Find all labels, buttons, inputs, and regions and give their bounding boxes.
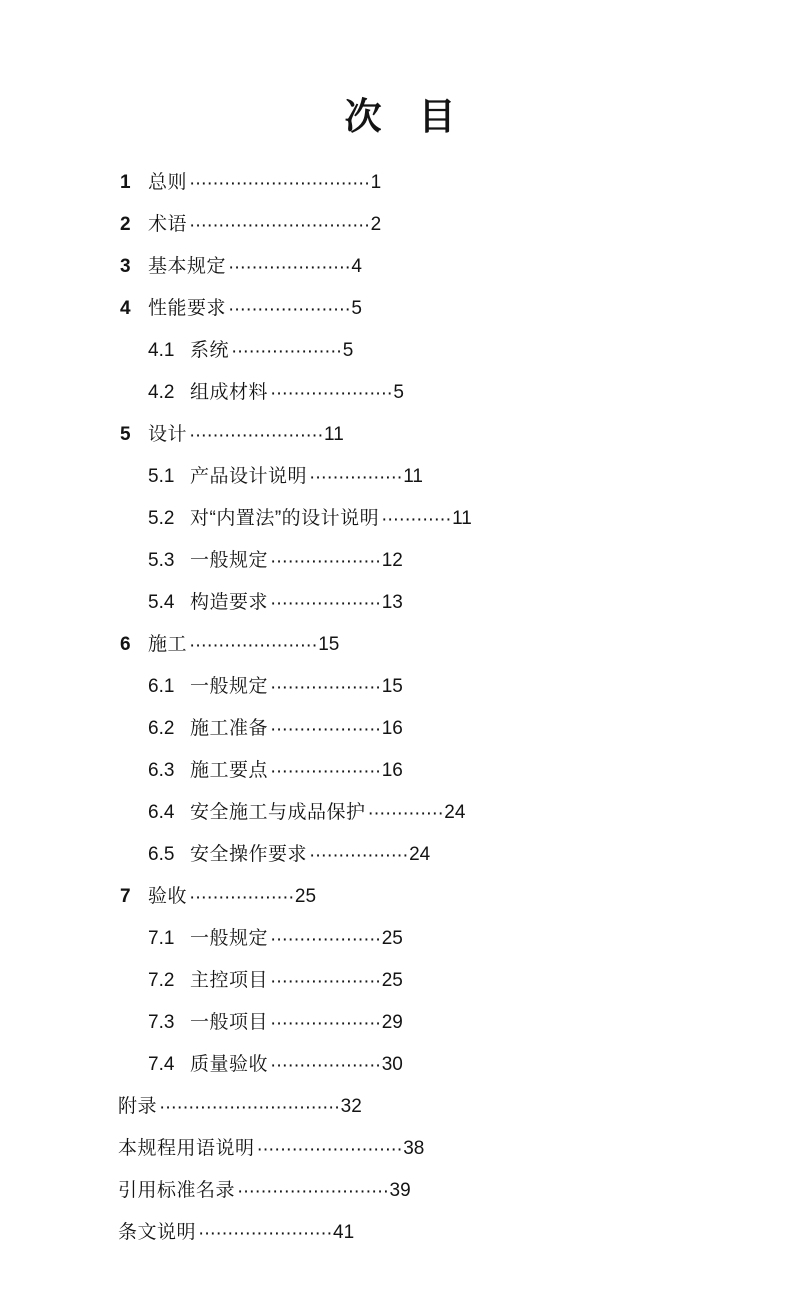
toc-entry-number: 1 xyxy=(120,172,131,193)
toc-page-number: 4 xyxy=(351,256,362,277)
toc-page-number: 15 xyxy=(381,676,403,697)
toc-page-number: 25 xyxy=(381,928,403,949)
toc-page-number: 25 xyxy=(294,886,317,907)
toc-entry xyxy=(0,1170,800,1212)
toc-entry xyxy=(0,960,800,1002)
toc-leader-dots: ························· xyxy=(256,1139,403,1160)
toc-page-number: 13 xyxy=(381,592,403,613)
toc-leader-dots: ············· xyxy=(367,803,444,824)
toc-page-number: 24 xyxy=(409,844,431,865)
toc-entry-number: 2 xyxy=(120,214,131,235)
toc-entry-number: 5.3 xyxy=(148,550,175,571)
document-title: 次 目 xyxy=(344,96,456,137)
toc-leader-dots: ··················· xyxy=(270,677,381,698)
toc-entry-number: 3 xyxy=(120,256,131,277)
toc-entry xyxy=(0,876,800,918)
toc-leader-dots: ················ xyxy=(309,467,403,488)
toc-entry-title: 一般规定 xyxy=(190,676,269,697)
toc-page-number: 5 xyxy=(351,298,362,319)
toc-page-number: 11 xyxy=(452,508,472,529)
toc-entry xyxy=(0,918,800,960)
toc-entry-number: 7.2 xyxy=(148,970,175,991)
toc-entry-title: 验收 xyxy=(148,886,188,907)
toc-entry xyxy=(0,708,800,750)
toc-page-number: 41 xyxy=(333,1222,355,1243)
toc-entry xyxy=(0,372,800,414)
toc-entry xyxy=(0,1002,800,1044)
toc-entry-number: 4 xyxy=(120,298,131,319)
toc-leader-dots: ··················· xyxy=(270,1013,381,1034)
toc-page-number: 15 xyxy=(318,634,340,655)
toc-leader-dots: ······················ xyxy=(189,635,318,656)
toc-leader-dots: ·························· xyxy=(237,1181,389,1202)
toc-leader-dots: ······························· xyxy=(159,1097,340,1118)
toc-page-number: 12 xyxy=(381,550,403,571)
toc-page-number: 32 xyxy=(340,1096,362,1117)
toc-leader-dots: ······················· xyxy=(198,1223,333,1244)
toc-entry-number: 5.1 xyxy=(148,466,175,487)
toc-page-number: 29 xyxy=(381,1012,403,1033)
toc-entry xyxy=(0,288,800,330)
toc-entry-number: 6.4 xyxy=(148,802,175,823)
table-of-contents xyxy=(0,162,800,1254)
toc-page-number: 5 xyxy=(342,340,354,361)
toc-leader-dots: ······························· xyxy=(189,173,370,194)
toc-entry-number: 7.4 xyxy=(148,1054,175,1075)
toc-page-number: 39 xyxy=(389,1180,411,1201)
toc-leader-dots: ··················· xyxy=(270,551,381,572)
toc-entry-title: 产品设计说明 xyxy=(190,466,308,487)
toc-leader-dots: ··················· xyxy=(270,761,381,782)
toc-leader-dots: ··················· xyxy=(270,1055,381,1076)
toc-entry-title: 一般项目 xyxy=(190,1012,269,1033)
toc-page-number: 11 xyxy=(403,466,423,487)
toc-leader-dots: ······························· xyxy=(189,215,370,236)
toc-entry xyxy=(0,204,800,246)
toc-entry xyxy=(0,666,800,708)
toc-entry-number: 7.3 xyxy=(148,1012,175,1033)
toc-entry-title: 施工要点 xyxy=(190,760,269,781)
toc-entry xyxy=(0,540,800,582)
toc-entry-title: 条文说明 xyxy=(118,1222,197,1243)
toc-leader-dots: ··················· xyxy=(270,971,381,992)
toc-entry-title: 术语 xyxy=(148,214,188,235)
toc-entry-title: 基本规定 xyxy=(148,256,227,277)
toc-entry xyxy=(0,414,800,456)
toc-leader-dots: ····················· xyxy=(228,299,351,320)
toc-entry-title: 性能要求 xyxy=(148,298,227,319)
toc-entry-number: 5.2 xyxy=(148,508,175,529)
toc-leader-dots: ····················· xyxy=(270,383,393,404)
toc-page-number: 25 xyxy=(381,970,403,991)
toc-leader-dots: ····················· xyxy=(228,257,351,278)
toc-entry xyxy=(0,792,800,834)
toc-entry xyxy=(0,1086,800,1128)
toc-leader-dots: ············ xyxy=(381,509,452,530)
toc-page-number: 11 xyxy=(324,424,344,445)
toc-leader-dots: ··················· xyxy=(270,593,381,614)
toc-entry xyxy=(0,1044,800,1086)
toc-entry xyxy=(0,1128,800,1170)
toc-entry xyxy=(0,330,800,372)
toc-entry-number: 6 xyxy=(120,634,131,655)
toc-entry xyxy=(0,750,800,792)
toc-entry-title: 安全施工与成品保护 xyxy=(190,802,366,823)
toc-entry-number: 5 xyxy=(120,424,131,445)
toc-entry-title: 本规程用语说明 xyxy=(118,1138,255,1159)
toc-entry xyxy=(0,246,800,288)
toc-page-number: 38 xyxy=(403,1138,425,1159)
toc-entry-number: 6.1 xyxy=(148,676,175,697)
toc-entry-title: 安全操作要求 xyxy=(190,844,308,865)
toc-entry xyxy=(0,498,800,540)
toc-leader-dots: ·················· xyxy=(189,887,294,908)
toc-entry xyxy=(0,162,800,204)
toc-entry-number: 6.2 xyxy=(148,718,175,739)
toc-entry xyxy=(0,624,800,666)
toc-leader-dots: ················· xyxy=(309,845,409,866)
toc-entry-number: 7.1 xyxy=(148,928,175,949)
toc-page-number: 5 xyxy=(393,382,404,403)
toc-entry-number: 4.2 xyxy=(148,382,175,403)
toc-entry-title: 施工准备 xyxy=(190,718,269,739)
toc-entry-title: 引用标准名录 xyxy=(118,1180,236,1201)
toc-entry xyxy=(0,456,800,498)
toc-entry-number: 5.4 xyxy=(148,592,175,613)
toc-entry-number: 6.3 xyxy=(148,760,175,781)
toc-entry-number: 7 xyxy=(120,886,131,907)
toc-entry-title: 总则 xyxy=(148,172,188,193)
toc-page-number: 1 xyxy=(370,172,382,193)
toc-entry-title: 施工 xyxy=(148,634,188,655)
toc-entry-number: 6.5 xyxy=(148,844,175,865)
toc-entry-title: 设计 xyxy=(148,424,188,445)
toc-entry-title: 附录 xyxy=(118,1096,158,1117)
toc-page-number: 16 xyxy=(381,760,403,781)
toc-leader-dots: ··················· xyxy=(270,719,381,740)
toc-entry-title: 主控项目 xyxy=(190,970,269,991)
toc-page-number: 2 xyxy=(370,214,382,235)
toc-entry-title: 一般规定 xyxy=(190,928,269,949)
toc-entry-title: 对“内置法”的设计说明 xyxy=(190,508,380,529)
toc-leader-dots: ··················· xyxy=(231,341,342,362)
toc-page-number: 24 xyxy=(444,802,466,823)
toc-page-number: 16 xyxy=(381,718,403,739)
toc-entry-title: 系统 xyxy=(190,340,230,361)
toc-entry-title: 组成材料 xyxy=(190,382,269,403)
toc-entry-number: 4.1 xyxy=(148,340,175,361)
toc-entry-title: 质量验收 xyxy=(190,1054,269,1075)
toc-page-number: 30 xyxy=(381,1054,403,1075)
toc-entry xyxy=(0,582,800,624)
toc-entry-title: 构造要求 xyxy=(190,592,269,613)
toc-entry xyxy=(0,834,800,876)
toc-leader-dots: ··················· xyxy=(270,929,381,950)
toc-leader-dots: ······················· xyxy=(189,425,324,446)
toc-entry-title: 一般规定 xyxy=(190,550,269,571)
toc-entry xyxy=(0,1212,800,1254)
